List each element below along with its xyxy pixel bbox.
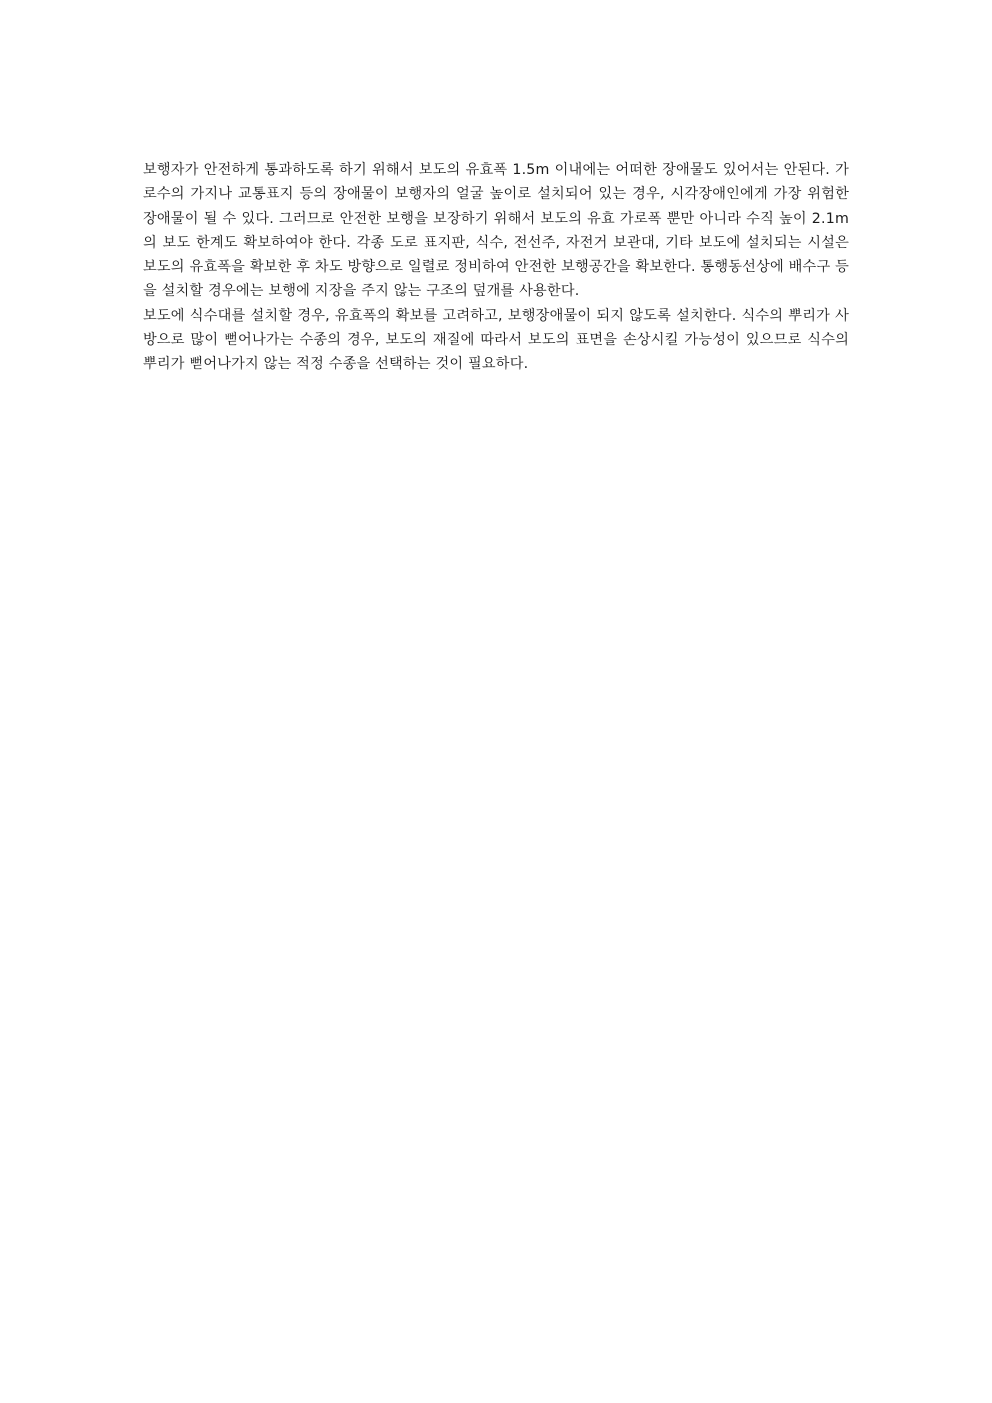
paragraph-sidewalk-obstacles: 보행자가 안전하게 통과하도록 하기 위해서 보도의 유효폭 1.5m 이내에는 어떠한 장애물도 있어서는 안된다. 가로수의 가지나 교통표지 등의 장애물이 보행자의 얼굴 높이로 설치되어 있는 경우, 시각장애인에게 가장 위험한 장애물이 될 수 있다. 그러므로 안전한 보행을 보장하기 위해서 보도의 유효 가로폭 뿐만 아니라 수직 높이 2.1m의 보도 한계도 확보하여야 한다. 각종 도로 표지판, 식수, 전선주, 자전거 보관대, 기타 보도에 설치되는 시설은 보도의 유효폭을 확보한 후 차도 방향으로 일렬로 정비하여 안전한 보행공간을 확보한다. 통행동선상에 배수구 등을 설치할 경우에는 보행에 지장을 주지 않는 구조의 덮개를 사용한다.: [143, 162, 849, 300]
body-text: [143, 158, 849, 377]
paragraph-street-trees: 보도에 식수대를 설치할 경우, 유효폭의 확보를 고려하고, 보행장애물이 되지 않도록 설치한다. 식수의 뿌리가 사방으로 많이 뻗어나가는 수종의 경우, 보도의 재질에 따라서 보도의 표면을 손상시킬 가능성이 있으므로 식수의 뿌리가 뻗어나가지 않는 적정 수종을 선택하는 것이 필요하다.: [143, 307, 849, 373]
